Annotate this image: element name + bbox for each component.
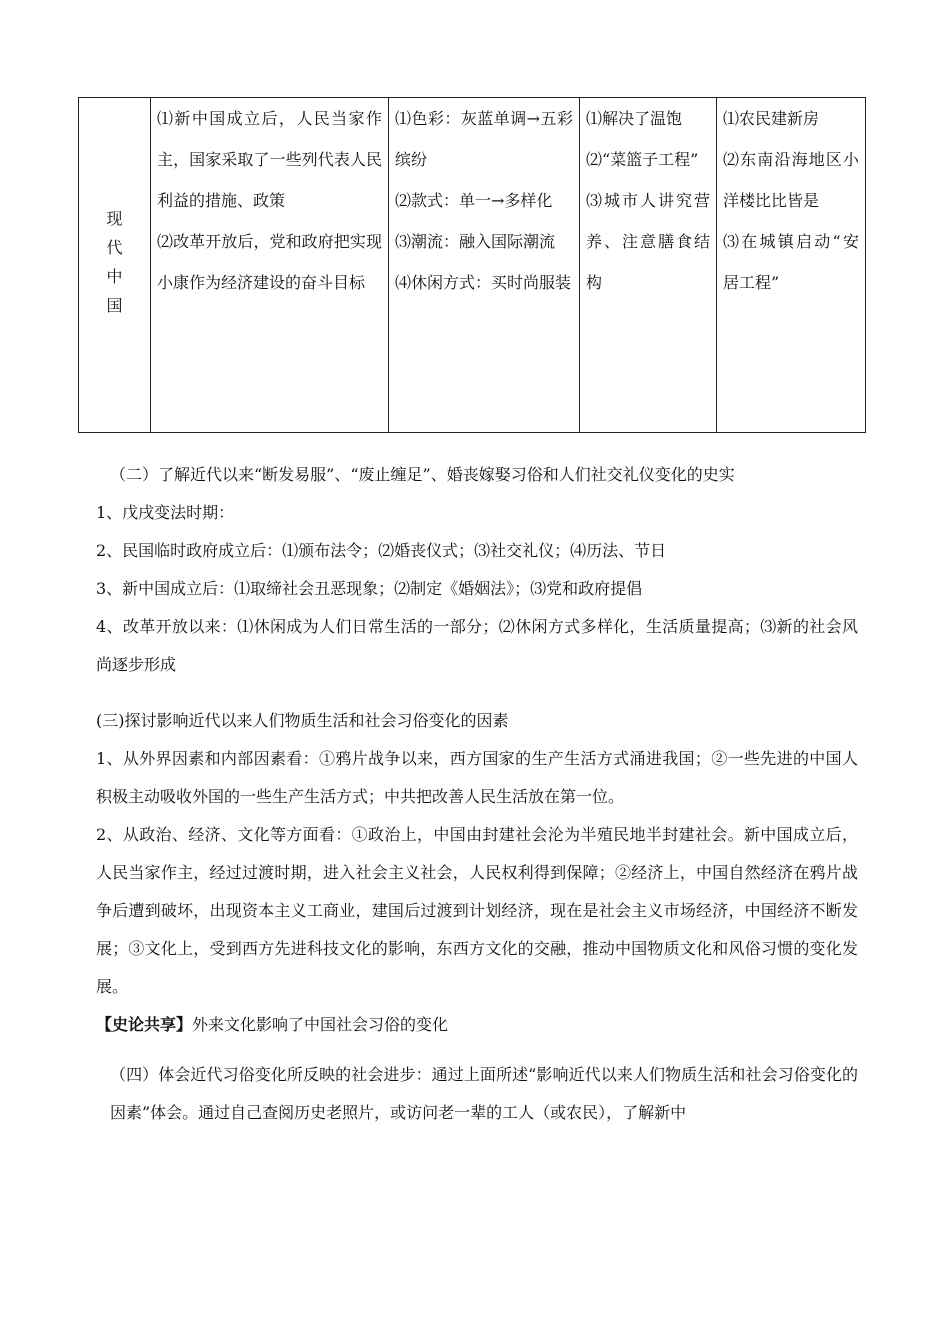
history-share-label: 【史论共享】 — [96, 1015, 193, 1034]
list-item: 2、民国临时政府成立后：⑴颁布法令；⑵婚丧仪式；⑶社交礼仪；⑷历法、节日 — [96, 541, 667, 560]
list-item: 1、戊戌变法时期： — [96, 503, 235, 522]
policy-item: ⑵改革开放后，党和政府把实现小康作为经济建设的奋斗目标 — [157, 232, 382, 292]
clothing-item: ⑵款式：单一→多样化 — [395, 191, 553, 210]
spacer — [96, 684, 858, 702]
list-item: 4、改革开放以来：⑴休闲成为人们日常生活的一部分；⑵休闲方式多样化，生活质量提高；⑶新的社会风尚逐步形成 — [96, 617, 858, 674]
food-item: ⑴解决了温饱 — [586, 109, 683, 128]
list-item: 1、从外界因素和内部因素看：①鸦片战争以来，西方国家的生产生活方式涌进我国；②一些先进的中国人积极主动吸收外国的一些生产生活方式；中共把改善人民生活放在第一位。 — [96, 749, 858, 806]
section-4-text: （四）体会近代习俗变化所反映的社会进步：通过上面所述“影响近代以来人们物质生活和社会习俗变化的因素”体会。通过自己查阅历史老照片，或访问老一辈的工人（或农民），了解新中 — [110, 1065, 858, 1122]
section-4 — [96, 1056, 858, 1132]
list-item: 3、新中国成立后：⑴取缔社会丑恶现象；⑵制定《婚姻法》；⑶党和政府提倡 — [96, 579, 643, 598]
policy-item: ⑴新中国成立后，人民当家作主，国家采取了一些列代表人民利益的措施、政策 — [157, 109, 382, 210]
history-share-text: 外来文化影响了中国社会习俗的变化 — [192, 1015, 449, 1034]
housing-item: ⑴农民建新房 — [723, 109, 820, 128]
spacer — [96, 1044, 858, 1056]
clothing-item: ⑷休闲方式：买时尚服装 — [395, 273, 572, 292]
era-cell — [79, 98, 151, 433]
body-text — [96, 456, 858, 1132]
section-2 — [96, 456, 858, 684]
section-3-heading: (三)探讨影响近代以来人们物质生活和社会习俗变化的因素 — [96, 711, 509, 730]
housing-cell — [717, 98, 866, 433]
history-share-line — [96, 1006, 858, 1044]
living-changes-table — [78, 97, 866, 433]
table-row — [79, 98, 866, 433]
section-2-heading: （二）了解近代以来“断发易服”、“废止缠足”、婚丧嫁娶习俗和人们社交礼仪变化的史实 — [110, 465, 735, 484]
housing-item: ⑵东南沿海地区小洋楼比比皆是 — [723, 150, 859, 210]
food-cell — [580, 98, 717, 433]
clothing-item: ⑶潮流：融入国际潮流 — [395, 232, 556, 251]
policy-cell — [151, 98, 389, 433]
clothing-item: ⑴色彩：灰蓝单调→五彩缤纷 — [395, 109, 573, 169]
list-item: 2、从政治、经济、文化等方面看：①政治上，中国由封建社会沦为半殖民地半封建社会。新中国成立后，人民当家作主，经过过渡时期，进入社会主义社会，人民权利得到保障；②经济上，中国自然经济在鸦片战争后遭到破坏，出现资本主义工商业，建国后过渡到计划经济，现在是社会主义市场经济，中国经济不断发展；③文化上，受到西方先进科技文化的影响，东西方文化的交融，推动中国物质文化和风俗习惯的变化发展。 — [96, 825, 858, 996]
food-item: ⑵“菜篮子工程” — [586, 150, 699, 169]
era-label: 现代中国 — [106, 209, 123, 315]
section-3 — [96, 702, 858, 1044]
housing-item: ⑶在城镇启动“安居工程” — [723, 232, 859, 292]
food-item: ⑶城市人讲究营养、注意膳食结构 — [586, 191, 710, 292]
clothing-cell — [389, 98, 580, 433]
